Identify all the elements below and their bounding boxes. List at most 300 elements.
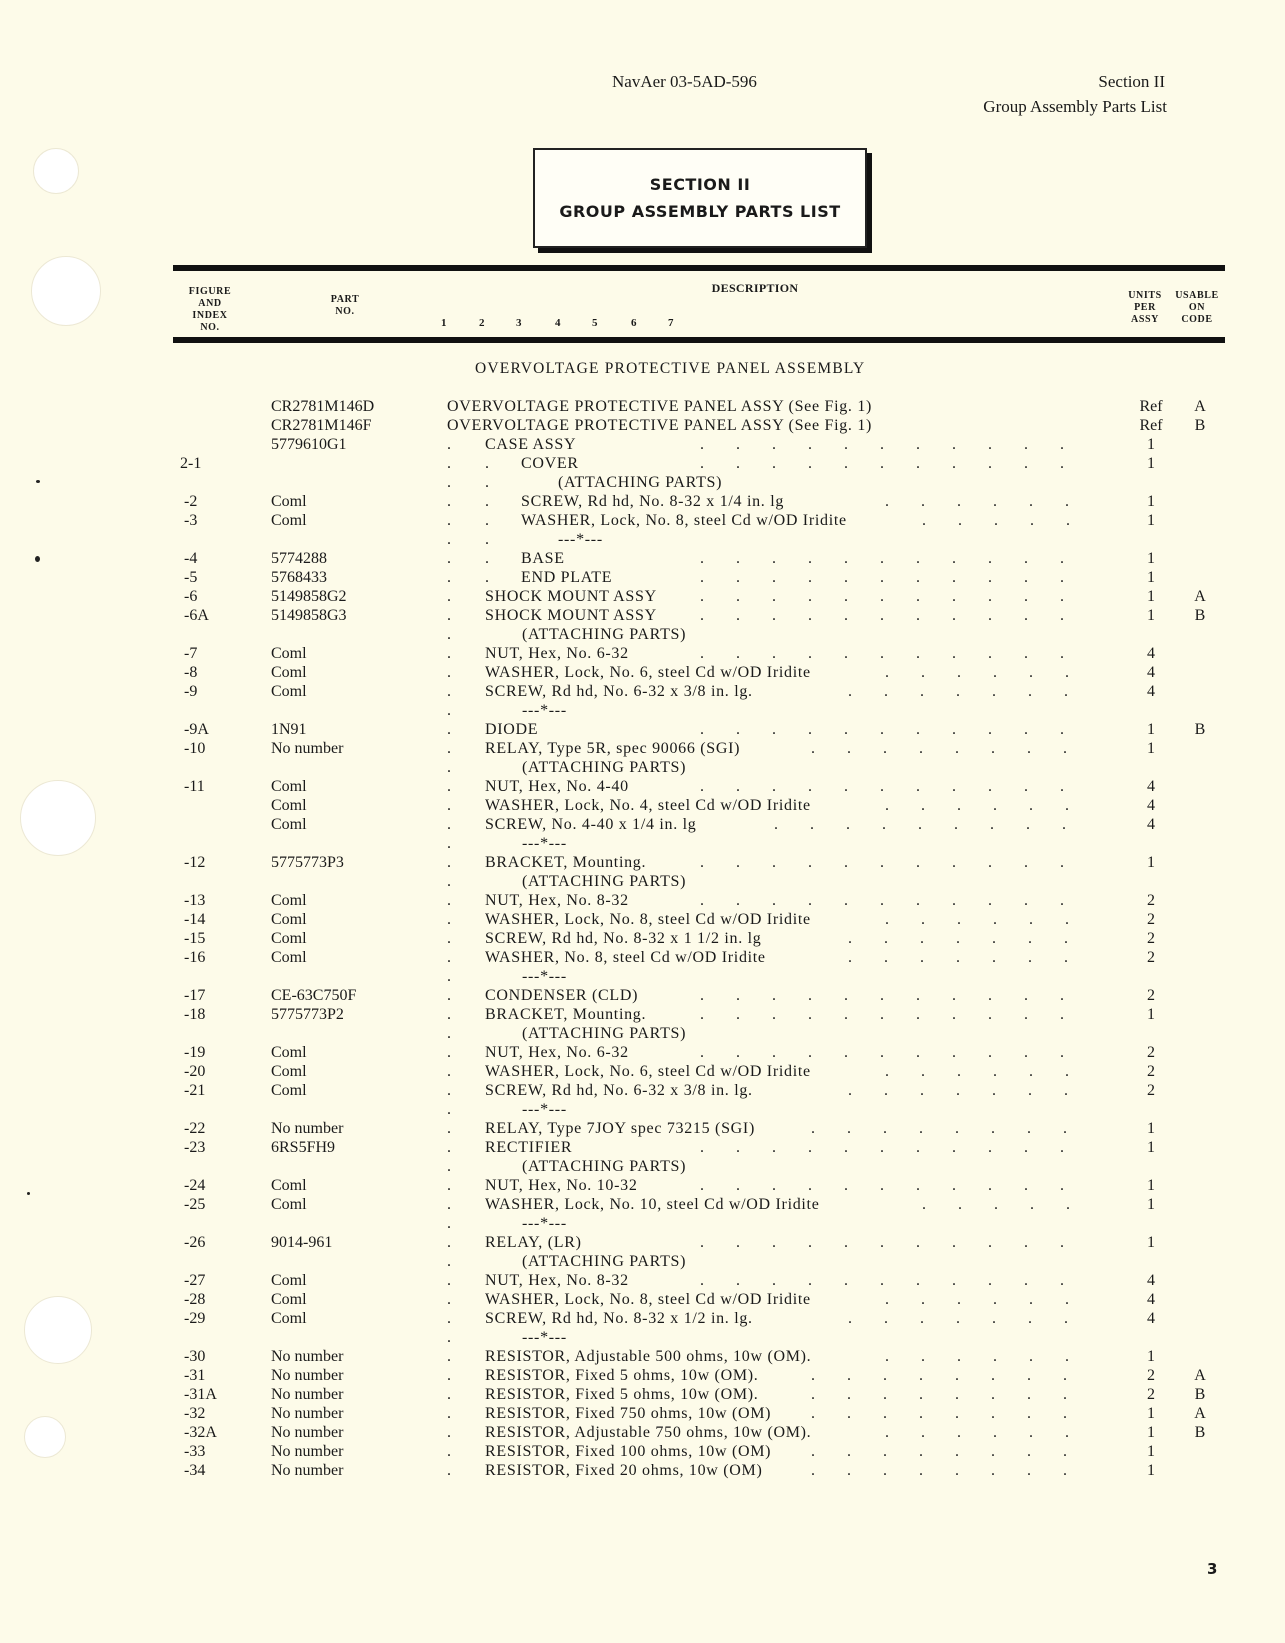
leader-dots: ...... xyxy=(885,1063,1101,1080)
description-cell: SCREW, Rd hd, No. 6-32 x 3/8 in. lg. xyxy=(485,1082,753,1099)
figure-index-cell: -18 xyxy=(184,1006,206,1023)
description-cell: ---*--- xyxy=(558,531,603,548)
table-row xyxy=(0,587,1285,606)
units-per-assy-cell: 2 xyxy=(1147,1044,1155,1061)
units-per-assy-cell: 1 xyxy=(1147,512,1155,529)
leader-dots: ........ xyxy=(811,1405,1099,1422)
leader-dots: ........... xyxy=(700,721,1096,738)
separator-row xyxy=(0,1328,1285,1347)
units-per-assy-cell: 4 xyxy=(1147,1310,1155,1327)
part-number-cell: 1N91 xyxy=(271,721,307,738)
units-per-assy-cell: 1 xyxy=(1147,1120,1155,1137)
indent-dot: . xyxy=(447,740,451,757)
description-cell: (ATTACHING PARTS) xyxy=(558,474,723,491)
assembly-group-title: OVERVOLTAGE PROTECTIVE PANEL ASSEMBLY xyxy=(475,360,866,377)
indent-dot: . xyxy=(447,1253,451,1270)
units-per-assy-cell: Ref xyxy=(1139,417,1163,434)
figure-index-cell: -4 xyxy=(184,550,198,567)
description-cell: ---*--- xyxy=(522,835,567,852)
table-row xyxy=(0,796,1285,815)
indent-dot: . xyxy=(447,968,451,985)
table-row xyxy=(0,777,1285,796)
indent-level-5: 5 xyxy=(592,317,598,329)
usable-on-code-cell: B xyxy=(1194,1424,1206,1441)
leader-dots: ....... xyxy=(848,683,1100,700)
indent-dot: . xyxy=(447,721,451,738)
column-header-description: DESCRIPTION xyxy=(711,281,799,295)
figure-index-cell: -9 xyxy=(184,683,198,700)
indent-dot: . xyxy=(447,797,451,814)
separator-row xyxy=(0,530,1285,549)
part-number-cell: 5774288 xyxy=(271,550,327,567)
description-cell: WASHER, Lock, No. 8, steel Cd w/OD Iridite xyxy=(521,512,847,529)
table-row xyxy=(0,1005,1285,1024)
indent-dot: . xyxy=(447,1386,451,1403)
indent-dot: . xyxy=(447,1215,451,1232)
table-row xyxy=(0,720,1285,739)
description-cell: NUT, Hex, No. 6-32 xyxy=(485,645,629,662)
figure-index-cell: -13 xyxy=(184,892,206,909)
table-row xyxy=(0,606,1285,625)
leader-dots: ........... xyxy=(700,892,1096,909)
leader-dots: ........... xyxy=(700,1006,1096,1023)
figure-index-cell: -3 xyxy=(184,512,198,529)
part-number-cell: CR2781M146D xyxy=(271,398,375,415)
leader-dots: ........... xyxy=(700,778,1096,795)
leader-dots: ........ xyxy=(811,740,1099,757)
document-number: NavAer 03-5AD-596 xyxy=(612,72,757,91)
attaching-parts-row xyxy=(0,758,1285,777)
indent-dot: . xyxy=(447,987,451,1004)
figure-index-cell: -33 xyxy=(184,1443,206,1460)
part-number-cell: No number xyxy=(271,1386,344,1403)
indent-dot: . xyxy=(447,949,451,966)
figure-index-cell: -29 xyxy=(184,1310,206,1327)
table-row xyxy=(0,815,1285,834)
indent-dot: . xyxy=(447,683,451,700)
part-number-cell: No number xyxy=(271,1405,344,1422)
table-row xyxy=(0,416,1285,435)
part-number-cell: 9014-961 xyxy=(271,1234,333,1251)
indent-dot: . xyxy=(447,835,451,852)
leader-dots: ...... xyxy=(885,664,1101,681)
description-cell: RESISTOR, Fixed 750 ohms, 10w (OM) xyxy=(485,1405,772,1422)
description-cell: RECTIFIER xyxy=(485,1139,573,1156)
indent-dot: . xyxy=(447,1082,451,1099)
table-header-top-rule xyxy=(173,265,1225,271)
leader-dots: ........... xyxy=(700,645,1096,662)
leader-dots: ........ xyxy=(811,1443,1099,1460)
part-number-cell: Coml xyxy=(271,1063,307,1080)
usable-on-code-cell: B xyxy=(1194,417,1206,434)
units-per-assy-cell: 1 xyxy=(1147,721,1155,738)
column-header-part-no: PART NO. xyxy=(330,294,360,317)
binder-hole xyxy=(33,148,79,194)
table-row xyxy=(0,435,1285,454)
indent-dot: . xyxy=(447,436,451,453)
table-row xyxy=(0,1290,1285,1309)
description-cell: RELAY, Type 7JOY spec 73215 (SGI) xyxy=(485,1120,755,1137)
leader-dots: ..... xyxy=(922,1196,1102,1213)
table-row xyxy=(0,986,1285,1005)
section-subtitle: Group Assembly Parts List xyxy=(983,97,1167,116)
leader-dots: ........... xyxy=(700,1177,1096,1194)
description-cell: WASHER, No. 8, steel Cd w/OD Iridite xyxy=(485,949,766,966)
units-per-assy-cell: 1 xyxy=(1147,1139,1155,1156)
indent-dot: . xyxy=(447,1006,451,1023)
description-cell: (ATTACHING PARTS) xyxy=(522,1253,687,1270)
part-number-cell: 5779610G1 xyxy=(271,436,347,453)
part-number-cell: 6RS5FH9 xyxy=(271,1139,336,1156)
description-cell: BASE xyxy=(521,550,565,567)
table-row xyxy=(0,644,1285,663)
units-per-assy-cell: 2 xyxy=(1147,1367,1155,1384)
units-per-assy-cell: 4 xyxy=(1147,1272,1155,1289)
table-row xyxy=(0,891,1285,910)
figure-index-cell: -11 xyxy=(184,778,205,795)
units-per-assy-cell: 4 xyxy=(1147,664,1155,681)
units-per-assy-cell: 2 xyxy=(1147,911,1155,928)
figure-index-cell: -19 xyxy=(184,1044,206,1061)
leader-dots: ...... xyxy=(885,1291,1101,1308)
indent-level-1: 1 xyxy=(441,317,447,329)
column-header-usable-on-code: USABLE ON CODE xyxy=(1175,290,1219,325)
figure-index-cell: -2 xyxy=(184,493,198,510)
figure-index-cell: 2-1 xyxy=(180,455,202,472)
table-row xyxy=(0,549,1285,568)
usable-on-code-cell: A xyxy=(1194,1405,1206,1422)
part-number-cell: Coml xyxy=(271,797,307,814)
indent-dot: . xyxy=(447,588,451,605)
indent-dot: . xyxy=(447,1462,451,1479)
attaching-parts-row xyxy=(0,625,1285,644)
leader-dots: ....... xyxy=(848,930,1100,947)
part-number-cell: Coml xyxy=(271,1044,307,1061)
part-number-cell: 5775773P2 xyxy=(271,1006,344,1023)
indent-dot: . xyxy=(447,645,451,662)
description-cell: RESISTOR, Fixed 5 ohms, 10w (OM). xyxy=(485,1367,759,1384)
indent-dot: . xyxy=(447,1158,451,1175)
table-row xyxy=(0,853,1285,872)
figure-index-cell: -25 xyxy=(184,1196,206,1213)
leader-dots: ........ xyxy=(811,1120,1099,1137)
description-cell: SHOCK MOUNT ASSY xyxy=(485,607,657,624)
figure-index-cell: -7 xyxy=(184,645,198,662)
description-cell: BRACKET, Mounting. xyxy=(485,1006,647,1023)
units-per-assy-cell: 1 xyxy=(1147,607,1155,624)
leader-dots: ........... xyxy=(700,588,1096,605)
table-row xyxy=(0,1195,1285,1214)
column-header-units-per-assy: UNITS PER ASSY xyxy=(1128,290,1162,325)
description-cell: RESISTOR, Adjustable 750 ohms, 10w (OM). xyxy=(485,1424,812,1441)
indent-dot: . xyxy=(447,664,451,681)
indent-dot: . xyxy=(447,474,451,491)
table-row xyxy=(0,929,1285,948)
units-per-assy-cell: 1 xyxy=(1147,569,1155,586)
parts-list xyxy=(0,397,1285,1480)
part-number-cell: Coml xyxy=(271,512,307,529)
part-number-cell: No number xyxy=(271,1348,344,1365)
description-cell: NUT, Hex, No. 8-32 xyxy=(485,892,629,909)
units-per-assy-cell: 4 xyxy=(1147,683,1155,700)
leader-dots: ...... xyxy=(885,1348,1101,1365)
units-per-assy-cell: 1 xyxy=(1147,1462,1155,1479)
units-per-assy-cell: 1 xyxy=(1147,1424,1155,1441)
part-number-cell: Coml xyxy=(271,949,307,966)
leader-dots: ........... xyxy=(700,1044,1096,1061)
table-row xyxy=(0,1461,1285,1480)
units-per-assy-cell: 2 xyxy=(1147,892,1155,909)
leader-dots: ........... xyxy=(700,607,1096,624)
section-title-box xyxy=(533,148,867,248)
table-row xyxy=(0,1442,1285,1461)
indent-dot: . xyxy=(447,816,451,833)
units-per-assy-cell: 2 xyxy=(1147,930,1155,947)
table-row xyxy=(0,1404,1285,1423)
figure-index-cell: -27 xyxy=(184,1272,206,1289)
indent-dot: . xyxy=(447,892,451,909)
description-cell: SCREW, Rd hd, No. 8-32 x 1/4 in. lg xyxy=(521,493,785,510)
separator-row xyxy=(0,967,1285,986)
indent-dot: . xyxy=(447,626,451,643)
units-per-assy-cell: 1 xyxy=(1147,1348,1155,1365)
figure-index-cell: -31A xyxy=(184,1386,217,1403)
leader-dots: ...... xyxy=(885,797,1101,814)
description-cell: OVERVOLTAGE PROTECTIVE PANEL ASSY (See Fig. 1) xyxy=(447,417,873,434)
indent-dot: . xyxy=(447,1443,451,1460)
description-cell: NUT, Hex, No. 6-32 xyxy=(485,1044,629,1061)
units-per-assy-cell: 4 xyxy=(1147,1291,1155,1308)
leader-dots: ...... xyxy=(885,493,1101,510)
description-cell: RESISTOR, Fixed 5 ohms, 10w (OM). xyxy=(485,1386,759,1403)
leader-dots: ........... xyxy=(700,455,1096,472)
figure-index-cell: -5 xyxy=(184,569,198,586)
separator-row xyxy=(0,1214,1285,1233)
description-cell: WASHER, Lock, No. 6, steel Cd w/OD Iridite xyxy=(485,1063,811,1080)
figure-index-cell: -32A xyxy=(184,1424,217,1441)
section-title-line1: SECTION II xyxy=(649,175,751,194)
units-per-assy-cell: 1 xyxy=(1147,436,1155,453)
units-per-assy-cell: 2 xyxy=(1147,949,1155,966)
section-title-line2: GROUP ASSEMBLY PARTS LIST xyxy=(559,202,841,221)
table-header-bottom-rule xyxy=(173,337,1225,343)
table-row xyxy=(0,1043,1285,1062)
table-row xyxy=(0,739,1285,758)
part-number-cell: 5149858G3 xyxy=(271,607,347,624)
part-number-cell: No number xyxy=(271,740,344,757)
figure-index-cell: -8 xyxy=(184,664,198,681)
table-row xyxy=(0,1138,1285,1157)
separator-row xyxy=(0,834,1285,853)
indent-dot: . xyxy=(485,493,489,510)
leader-dots: ........ xyxy=(811,1367,1099,1384)
leader-dots: ........... xyxy=(700,1234,1096,1251)
part-number-cell: CR2781M146F xyxy=(271,417,372,434)
table-row xyxy=(0,1347,1285,1366)
table-row xyxy=(0,663,1285,682)
description-cell: SHOCK MOUNT ASSY xyxy=(485,588,657,605)
units-per-assy-cell: 1 xyxy=(1147,550,1155,567)
leader-dots: ........... xyxy=(700,569,1096,586)
description-cell: SCREW, No. 4-40 x 1/4 in. lg xyxy=(485,816,697,833)
description-cell: DIODE xyxy=(485,721,539,738)
indent-dot: . xyxy=(447,531,451,548)
usable-on-code-cell: A xyxy=(1194,398,1206,415)
description-cell: ---*--- xyxy=(522,702,567,719)
table-row xyxy=(0,682,1285,701)
indent-dot: . xyxy=(447,1310,451,1327)
table-row xyxy=(0,511,1285,530)
part-number-cell: Coml xyxy=(271,1310,307,1327)
usable-on-code-cell: B xyxy=(1194,1386,1206,1403)
separator-row xyxy=(0,701,1285,720)
table-row xyxy=(0,1309,1285,1328)
part-number-cell: Coml xyxy=(271,493,307,510)
description-cell: OVERVOLTAGE PROTECTIVE PANEL ASSY (See Fig. 1) xyxy=(447,398,873,415)
indent-dot: . xyxy=(447,512,451,529)
figure-index-cell: -14 xyxy=(184,911,206,928)
part-number-cell: 5768433 xyxy=(271,569,327,586)
description-cell: BRACKET, Mounting. xyxy=(485,854,647,871)
figure-index-cell: -26 xyxy=(184,1234,206,1251)
units-per-assy-cell: 1 xyxy=(1147,740,1155,757)
indent-dot: . xyxy=(447,1177,451,1194)
leader-dots: ........... xyxy=(700,550,1096,567)
usable-on-code-cell: A xyxy=(1194,588,1206,605)
description-cell: WASHER, Lock, No. 4, steel Cd w/OD Iridite xyxy=(485,797,811,814)
attaching-parts-row xyxy=(0,1157,1285,1176)
figure-index-cell: -15 xyxy=(184,930,206,947)
units-per-assy-cell: 4 xyxy=(1147,778,1155,795)
leader-dots: ....... xyxy=(848,949,1100,966)
table-row xyxy=(0,1081,1285,1100)
description-cell: ---*--- xyxy=(522,1215,567,1232)
indent-dot: . xyxy=(485,550,489,567)
units-per-assy-cell: 1 xyxy=(1147,1234,1155,1251)
description-cell: RESISTOR, Fixed 100 ohms, 10w (OM) xyxy=(485,1443,772,1460)
page-number: 3 xyxy=(1207,1560,1218,1578)
indent-dot: . xyxy=(447,1405,451,1422)
indent-dot: . xyxy=(447,550,451,567)
indent-dot: . xyxy=(447,1063,451,1080)
figure-index-cell: -24 xyxy=(184,1177,206,1194)
part-number-cell: Coml xyxy=(271,778,307,795)
part-number-cell: 5149858G2 xyxy=(271,588,347,605)
figure-index-cell: -23 xyxy=(184,1139,206,1156)
table-row xyxy=(0,454,1285,473)
units-per-assy-cell: 4 xyxy=(1147,797,1155,814)
indent-level-3: 3 xyxy=(516,317,522,329)
figure-index-cell: -21 xyxy=(184,1082,206,1099)
description-cell: WASHER, Lock, No. 6, steel Cd w/OD Iridite xyxy=(485,664,811,681)
indent-dot: . xyxy=(447,1291,451,1308)
indent-level-4: 4 xyxy=(555,317,561,329)
description-cell: SCREW, Rd hd, No. 8-32 x 1 1/2 in. lg xyxy=(485,930,762,947)
part-number-cell: Coml xyxy=(271,1196,307,1213)
figure-index-cell: -30 xyxy=(184,1348,206,1365)
description-cell: WASHER, Lock, No. 10, steel Cd w/OD Iridite xyxy=(485,1196,820,1213)
leader-dots: ........... xyxy=(700,1139,1096,1156)
indent-dot: . xyxy=(447,1139,451,1156)
units-per-assy-cell: 2 xyxy=(1147,1386,1155,1403)
separator-row xyxy=(0,1100,1285,1119)
indent-dot: . xyxy=(447,569,451,586)
leader-dots: ........ xyxy=(811,1462,1099,1479)
part-number-cell: No number xyxy=(271,1462,344,1479)
units-per-assy-cell: 1 xyxy=(1147,1177,1155,1194)
units-per-assy-cell: 4 xyxy=(1147,816,1155,833)
description-cell: RESISTOR, Fixed 20 ohms, 10w (OM) xyxy=(485,1462,763,1479)
description-cell: NUT, Hex, No. 8-32 xyxy=(485,1272,629,1289)
part-number-cell: No number xyxy=(271,1443,344,1460)
table-row xyxy=(0,1385,1285,1404)
indent-dot: . xyxy=(485,474,489,491)
description-cell: (ATTACHING PARTS) xyxy=(522,626,687,643)
leader-dots: ........... xyxy=(700,987,1096,1004)
description-cell: ---*--- xyxy=(522,1101,567,1118)
part-number-cell: 5775773P3 xyxy=(271,854,344,871)
table-row xyxy=(0,568,1285,587)
indent-dot: . xyxy=(447,911,451,928)
figure-index-cell: -10 xyxy=(184,740,206,757)
description-cell: (ATTACHING PARTS) xyxy=(522,1158,687,1175)
figure-index-cell: -6A xyxy=(184,607,209,624)
indent-dot: . xyxy=(447,1120,451,1137)
units-per-assy-cell: 2 xyxy=(1147,987,1155,1004)
table-row xyxy=(0,1062,1285,1081)
indent-dot: . xyxy=(447,1234,451,1251)
table-row xyxy=(0,1119,1285,1138)
description-cell: (ATTACHING PARTS) xyxy=(522,873,687,890)
description-cell: NUT, Hex, No. 10-32 xyxy=(485,1177,638,1194)
table-row xyxy=(0,492,1285,511)
units-per-assy-cell: 1 xyxy=(1147,1443,1155,1460)
figure-index-cell: -12 xyxy=(184,854,206,871)
description-cell: CONDENSER (CLD) xyxy=(485,987,639,1004)
usable-on-code-cell: A xyxy=(1194,1367,1206,1384)
figure-index-cell: -17 xyxy=(184,987,206,1004)
part-number-cell: Coml xyxy=(271,645,307,662)
leader-dots: ........... xyxy=(700,436,1096,453)
description-cell: ---*--- xyxy=(522,1329,567,1346)
description-cell: NUT, Hex, No. 4-40 xyxy=(485,778,629,795)
indent-dot: . xyxy=(485,569,489,586)
attaching-parts-row xyxy=(0,872,1285,891)
description-cell: WASHER, Lock, No. 8, steel Cd w/OD Iridite xyxy=(485,911,811,928)
table-row xyxy=(0,1423,1285,1442)
indent-dot: . xyxy=(447,1424,451,1441)
units-per-assy-cell: 1 xyxy=(1147,854,1155,871)
binder-hole xyxy=(31,256,101,326)
description-cell: ---*--- xyxy=(522,968,567,985)
figure-index-cell: -16 xyxy=(184,949,206,966)
description-cell: (ATTACHING PARTS) xyxy=(522,1025,687,1042)
table-row xyxy=(0,1271,1285,1290)
units-per-assy-cell: 1 xyxy=(1147,588,1155,605)
description-cell: COVER xyxy=(521,455,579,472)
indent-dot: . xyxy=(447,702,451,719)
description-cell: WASHER, Lock, No. 8, steel Cd w/OD Iridite xyxy=(485,1291,811,1308)
units-per-assy-cell: 2 xyxy=(1147,1082,1155,1099)
figure-index-cell: -22 xyxy=(184,1120,206,1137)
leader-dots: ....... xyxy=(848,1310,1100,1327)
part-number-cell: Coml xyxy=(271,1272,307,1289)
part-number-cell: Coml xyxy=(271,911,307,928)
indent-dot: . xyxy=(447,493,451,510)
part-number-cell: Coml xyxy=(271,683,307,700)
leader-dots: ..... xyxy=(922,512,1102,529)
figure-index-cell: -20 xyxy=(184,1063,206,1080)
